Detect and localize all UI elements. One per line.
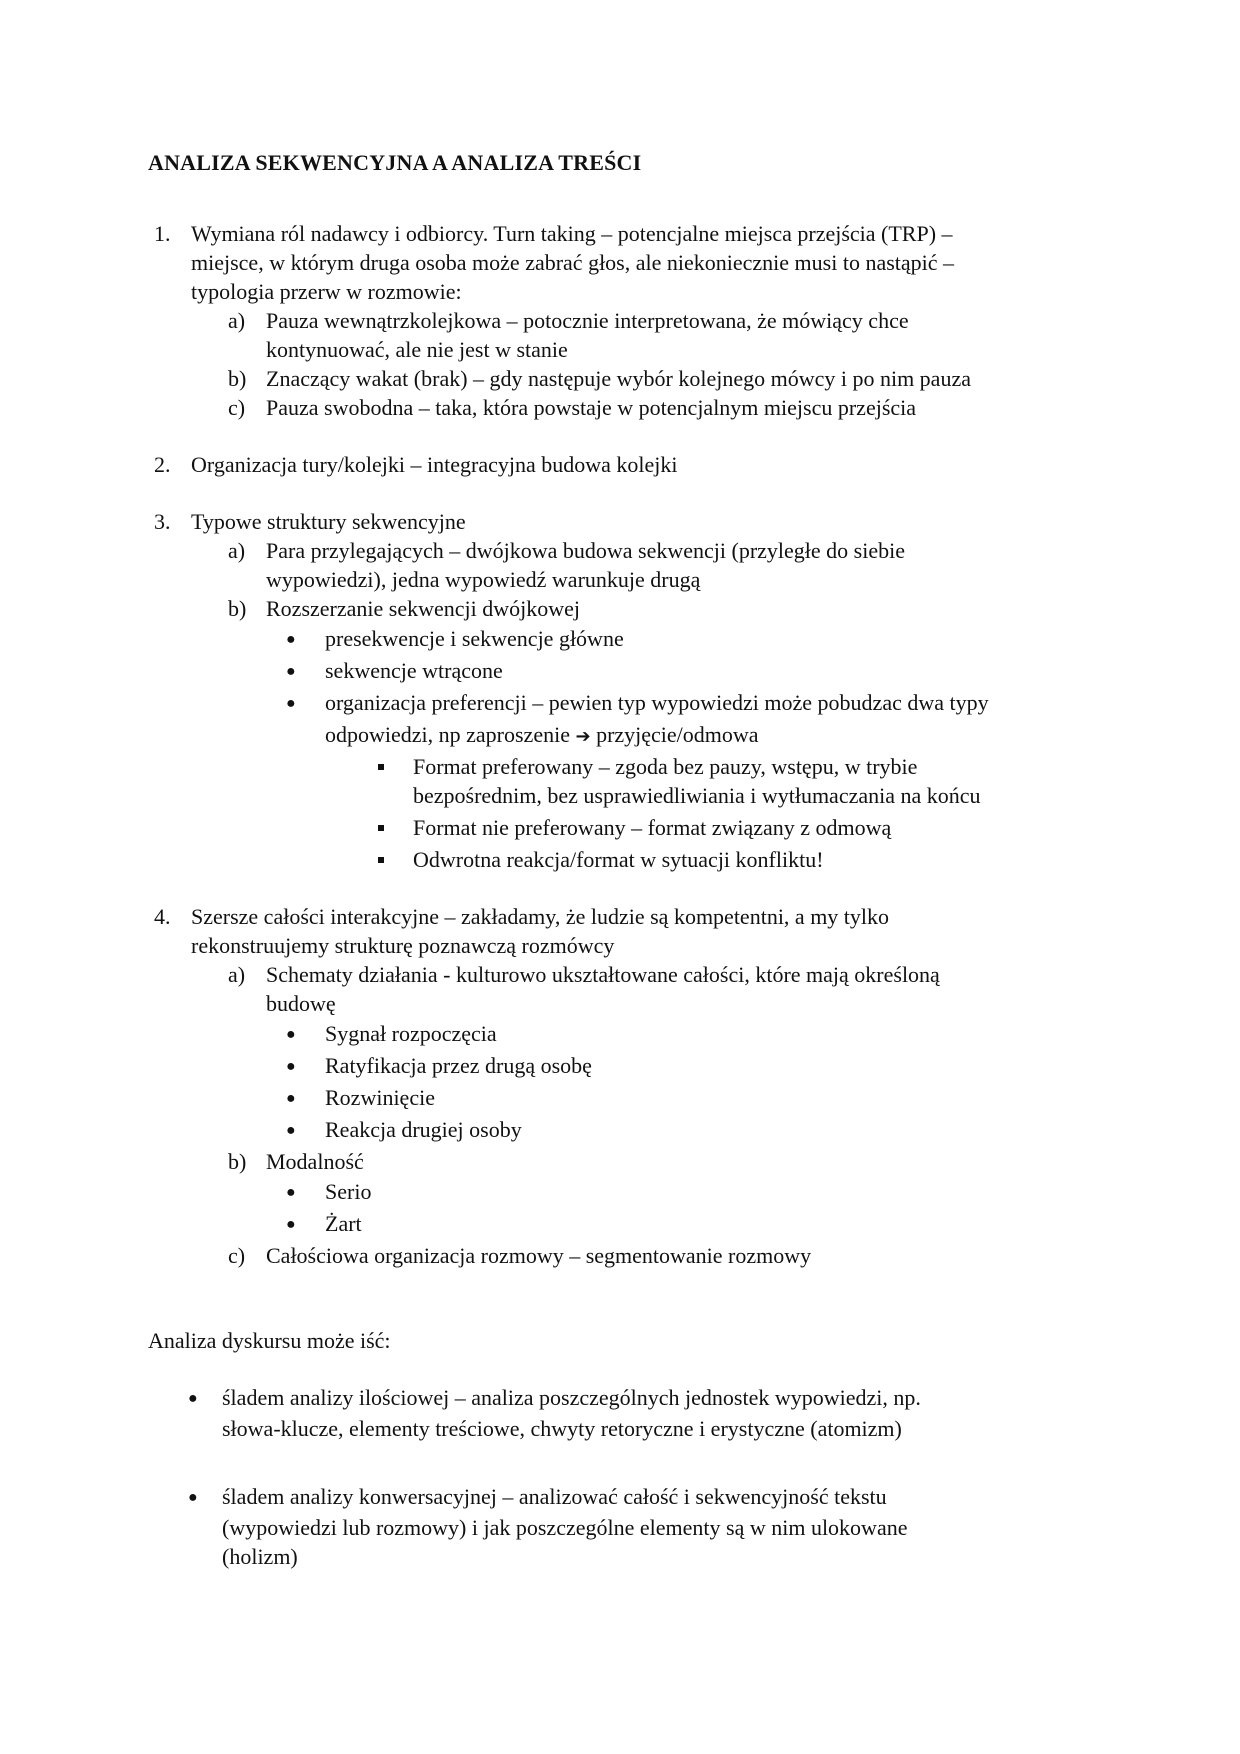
sub-text-line: Para przylegających – dwójkowa budowa sekwencji (przyległe do siebie: [266, 538, 905, 563]
bullet-text-line: Ratyfikacja przez drugą osobę: [325, 1053, 592, 1078]
bullet-dot-icon: ●: [286, 1122, 296, 1139]
square-bullet-text-line: bezpośrednim, bez usprawiedliwiania i wytłumaczania na końcu: [413, 783, 981, 808]
bullet-text-part: odpowiedzi, np zaproszenie: [325, 722, 576, 747]
bullet-text-line: Reakcja drugiej osoby: [325, 1117, 522, 1142]
section-number: 2.: [154, 452, 171, 477]
bullet-dot-icon: ●: [188, 1489, 198, 1506]
sub-text-line: wypowiedzi), jedna wypowiedź warunkuje drugą: [266, 567, 701, 592]
discourse-item-line: śladem analizy konwersacyjnej – analizować całość i sekwencyjność tekstu: [222, 1484, 887, 1509]
sub-letter: c): [228, 1243, 246, 1268]
section-text-line: typologia przerw w rozmowie:: [191, 279, 462, 304]
bullet-dot-icon: ●: [286, 1216, 296, 1233]
bullet-dot-icon: ●: [286, 695, 296, 712]
sub-text-line: Schematy działania - kulturowo ukształtowane całości, które mają określoną: [266, 962, 940, 987]
sub-text-line: Znaczący wakat (brak) – gdy następuje wybór kolejnego mówcy i po nim pauza: [266, 366, 971, 391]
discourse-item-line: śladem analizy ilościowej – analiza poszczególnych jednostek wypowiedzi, np.: [222, 1385, 921, 1410]
square-bullet-icon: [378, 764, 384, 770]
bullet-dot-icon: ●: [286, 631, 296, 648]
bullet-text-line: [325, 720, 1105, 751]
sub-text-line: Pauza wewnątrzkolejkowa – potocznie interpretowana, że mówiący chce: [266, 308, 909, 333]
bullet-dot-icon: ●: [286, 663, 296, 680]
bullet-dot-icon: ●: [286, 1184, 296, 1201]
section-text-line: Typowe struktury sekwencyjne: [191, 509, 466, 534]
sub-letter: c): [228, 395, 246, 420]
bullet-text-line: Żart: [325, 1211, 362, 1236]
section-text-line: Wymiana ról nadawcy i odbiorcy. Turn taking – potencjalne miejsca przejścia (TRP) –: [191, 221, 953, 246]
sub-text-line: budowę: [266, 991, 336, 1016]
sub-text-line: Modalność: [266, 1149, 364, 1174]
discourse-item-line: (holizm): [222, 1544, 298, 1569]
sub-letter: a): [228, 538, 246, 563]
bullet-text-line: sekwencje wtrącone: [325, 658, 503, 683]
sub-text-line: Całościowa organizacja rozmowy – segmentowanie rozmowy: [266, 1243, 812, 1268]
sub-letter: b): [228, 366, 247, 391]
section-number: 3.: [154, 509, 171, 534]
bullet-dot-icon: ●: [286, 1058, 296, 1075]
sub-text-line: Rozszerzanie sekwencji dwójkowej: [266, 596, 580, 621]
document-title: ANALIZA SEKWENCYJNA A ANALIZA TREŚCI: [148, 150, 642, 175]
square-bullet-text-line: Format preferowany – zgoda bez pauzy, wstępu, w trybie: [413, 754, 918, 779]
bullet-text-line: Serio: [325, 1179, 372, 1204]
square-bullet-text-line: Format nie preferowany – format związany z odmową: [413, 815, 892, 840]
arrow-right-icon: ➔: [575, 726, 591, 747]
bullet-text-line: Rozwinięcie: [325, 1085, 435, 1110]
discourse-intro: Analiza dyskursu może iść:: [148, 1328, 391, 1353]
sub-letter: b): [228, 596, 247, 621]
square-bullet-icon: [378, 857, 384, 863]
bullet-text-part: przyjęcie/odmowa: [590, 722, 759, 747]
bullet-text-line: presekwencje i sekwencje główne: [325, 626, 624, 651]
sub-letter: a): [228, 962, 246, 987]
square-bullet-text-line: Odwrotna reakcja/format w sytuacji konfliktu!: [413, 847, 824, 872]
bullet-dot-icon: ●: [188, 1390, 198, 1407]
bullet-text-line: organizacja preferencji – pewien typ wypowiedzi może pobudzac dwa typy: [325, 690, 989, 715]
section-text-line: miejsce, w którym druga osoba może zabrać głos, ale niekoniecznie musi to nastąpić –: [191, 250, 955, 275]
sub-letter: a): [228, 308, 246, 333]
section-text-line: Szersze całości interakcyjne – zakładamy, że ludzie są kompetentni, a my tylko: [191, 904, 890, 929]
bullet-text-line: Sygnał rozpoczęcia: [325, 1021, 497, 1046]
sub-text-line: kontynuować, ale nie jest w stanie: [266, 337, 568, 362]
section-text-line: rekonstruujemy strukturę poznawczą rozmówcy: [191, 933, 615, 958]
sub-letter: b): [228, 1149, 247, 1174]
discourse-item-line: (wypowiedzi lub rozmowy) i jak poszczególne elementy są w nim ulokowane: [222, 1515, 908, 1540]
discourse-item-line: słowa-klucze, elementy treściowe, chwyty retoryczne i erystyczne (atomizm): [222, 1416, 902, 1441]
bullet-dot-icon: ●: [286, 1090, 296, 1107]
sub-text-line: Pauza swobodna – taka, która powstaje w potencjalnym miejscu przejścia: [266, 395, 917, 420]
section-number: 4.: [154, 904, 171, 929]
square-bullet-icon: [378, 825, 384, 831]
bullet-dot-icon: ●: [286, 1026, 296, 1043]
section-number: 1.: [154, 221, 171, 246]
section-text-line: Organizacja tury/kolejki – integracyjna budowa kolejki: [191, 452, 678, 477]
